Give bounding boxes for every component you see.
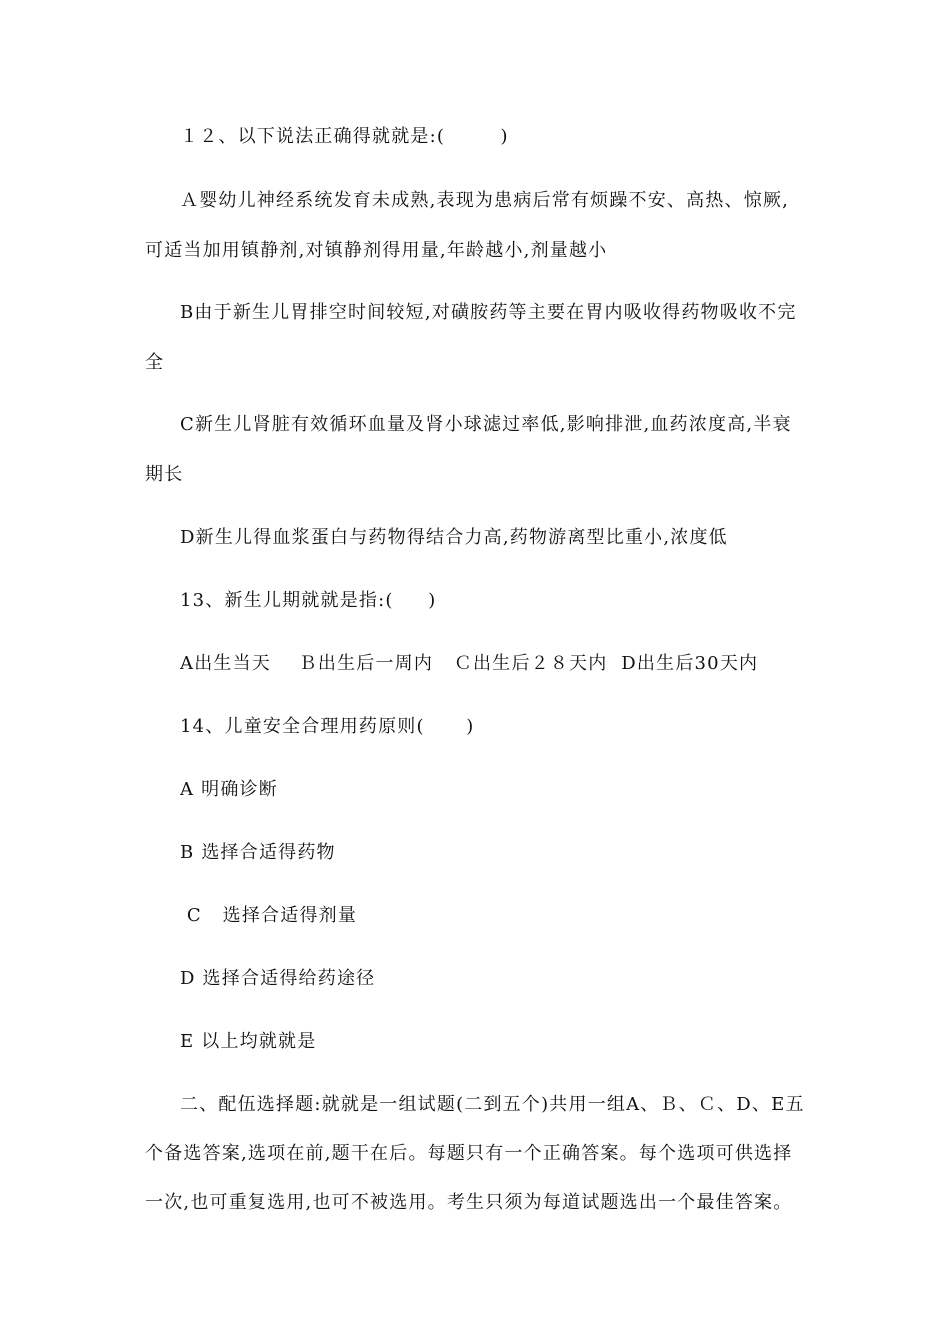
question-14-option-a: A 明确诊断 [180, 779, 278, 800]
question-12-option-a-line2: 可适当加用镇静剂,对镇静剂得用量,年龄越小,剂量越小 [145, 240, 608, 261]
question-12-option-c-line1: C新生儿肾脏有效循环血量及肾小球滤过率低,影响排泄,血药浓度高,半衰 [180, 414, 792, 435]
question-13-stem: 13、新生儿期就就是指:( ) [180, 590, 437, 611]
question-12-option-b-line1: B由于新生儿胃排空时间较短,对磺胺药等主要在胃内吸收得药物吸收不完 [180, 302, 797, 323]
question-14-option-d: D 选择合适得给药途径 [180, 968, 376, 989]
section-2-intro-line3: 一次,也可重复选用,也可不被选用。考生只须为每道试题选出一个最佳答案。 [145, 1192, 793, 1213]
question-14-stem: 14、儿童安全合理用药原则( ) [180, 716, 475, 737]
question-12-option-d: D新生儿得血浆蛋白与药物得结合力高,药物游离型比重小,浓度低 [180, 527, 728, 548]
question-14-option-b: B 选择合适得药物 [180, 842, 336, 863]
question-12-stem: １２、以下说法正确得就就是:( ) [180, 126, 509, 147]
question-12-option-c-line2: 期长 [145, 464, 184, 485]
question-12-option-b-line2: 全 [145, 352, 165, 373]
question-14-option-e: E 以上均就就是 [180, 1031, 317, 1052]
section-2-intro-line1: 二、配伍选择题:就就是一组试题(二到五个)共用一组A、Ｂ、Ｃ、D、E五 [180, 1094, 805, 1115]
section-2-intro-line2: 个备选答案,选项在前,题干在后。每题只有一个正确答案。每个选项可供选择 [145, 1143, 793, 1164]
question-12-option-a-line1: Ａ婴幼儿神经系统发育未成熟,表现为患病后常有烦躁不安、高热、惊厥, [180, 190, 790, 211]
question-14-option-c: C 选择合适得剂量 [180, 905, 358, 926]
question-13-options: A出生当天 Ｂ出生后一周内 Ｃ出生后２８天内 D出生后30天内 [180, 653, 759, 674]
